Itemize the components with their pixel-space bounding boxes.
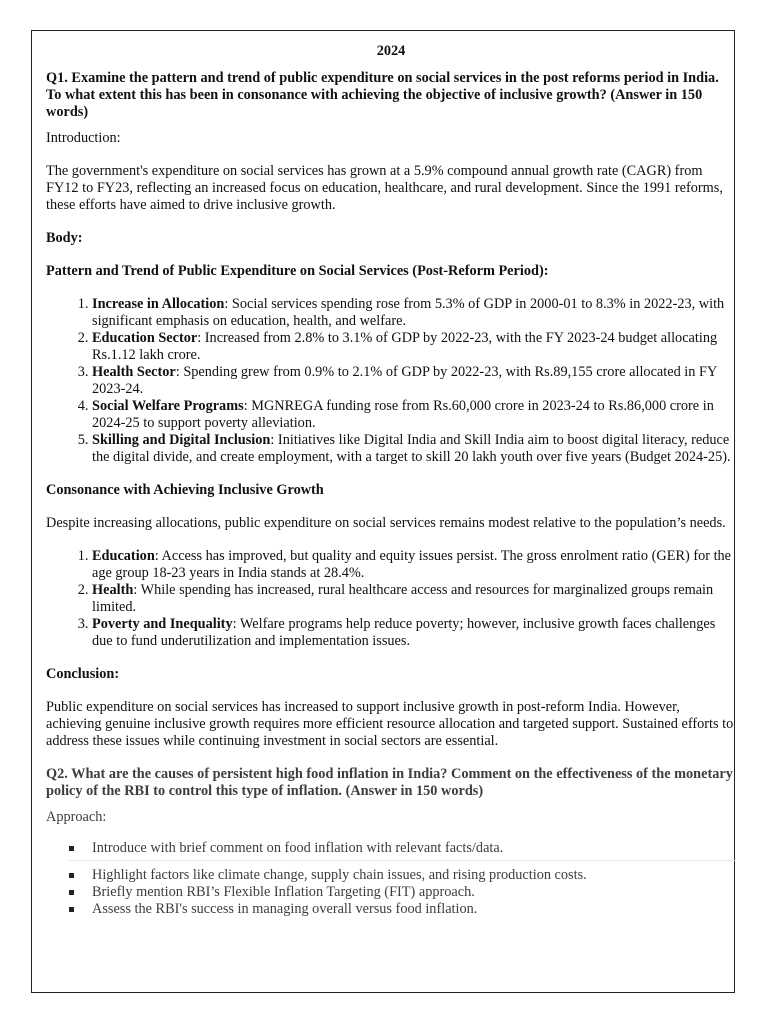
conclusion-label: Conclusion: [46,666,120,682]
list-item [46,901,736,918]
list-item-text: : Initiatives like Digital India and Skill India aim to boost digital literacy, reduce the digital divide, and create employment, with a target to skill 20 lakh youth over five years (Budget 2024-25). [92,432,731,465]
square-bullet-icon [69,907,74,912]
approach-label: Approach: [46,809,107,825]
list-item [92,548,736,582]
list-item-text: : Social services spending rose from 5.3% of GDP in 2000-01 to 8.3% in 2022-23, with significant emphasis on education, health, and welfare. [92,296,725,329]
list-item-term: Skilling and Digital Inclusion [92,432,271,448]
conclusion-text: Public expenditure on social services has increased to support inclusive growth in post-reform India. However, achieving genuine inclusive growth requires more efficient resource allocation and targeted support. Sustained efforts to address these issues while continuing investment in social sectors are essential. [46,699,734,749]
square-bullet-icon [69,890,74,895]
list-item [46,840,736,857]
consonance-text: Despite increasing allocations, public expenditure on social services remains modest relative to the population’s needs. [46,515,726,531]
pattern-heading: Pattern and Trend of Public Expenditure on Social Services (Post-Reform Period): [46,263,549,279]
list-item-term: Poverty and Inequality [92,616,233,632]
list-item-text: : Access has improved, but quality and equity issues persist. The gross enrolment ratio (GER) for the age group 18-23 years in India stands at 28.4%. [92,548,732,581]
approach-list-continued [46,867,736,918]
list-item-term: Social Welfare Programs [92,398,244,414]
list-item-term: Education Sector [92,330,198,346]
divider [69,860,736,861]
list-item-text: Introduce with brief comment on food inflation with relevant facts/data. [92,840,504,856]
list-item-term: Education [92,548,155,564]
introduction-label: Introduction: [46,130,121,146]
list-item [92,582,736,616]
list-item-text: Assess the RBI's success in managing overall versus food inflation. [92,901,478,917]
consonance-heading: Consonance with Achieving Inclusive Growth [46,482,324,498]
square-bullet-icon [69,873,74,878]
consonance-list [46,548,736,650]
list-item [92,432,736,466]
square-bullet-icon [69,846,74,851]
list-item-text: : MGNREGA funding rose from Rs.60,000 crore in 2023-24 to Rs.86,000 crore in 2024-25 to support poverty alleviation. [92,398,714,431]
document-content [46,43,736,918]
list-item-text: : While spending has increased, rural healthcare access and resources for marginalized groups remain limited. [92,582,714,615]
pattern-list [46,296,736,466]
question-1: Q1. Examine the pattern and trend of public expenditure on social services in the post reforms period in India. To what extent this has been in consonance with achieving the objective of inclusive growth? (Answer in 150 words) [46,70,719,120]
list-item-term: Increase in Allocation [92,296,225,312]
question-2: Q2. What are the causes of persistent high food inflation in India? Comment on the effectiveness of the monetary policy of the RBI to control this type of inflation. (Answer in 150 words) [46,766,733,799]
body-label: Body: [46,230,83,246]
list-item [46,867,736,884]
list-item-text: : Welfare programs help reduce poverty; however, inclusive growth faces challenges due to fund underutilization and implementation issues. [92,616,716,649]
list-item [92,616,736,650]
year-heading: 2024 [376,43,406,59]
list-item-term: Health [92,582,134,598]
list-item-text: : Increased from 2.8% to 3.1% of GDP by 2022-23, with the FY 2023-24 budget allocating Rs.1.12 lakh crore. [92,330,718,363]
list-item-text: : Spending grew from 0.9% to 2.1% of GDP by 2022-23, with Rs.89,155 crore allocated in FY 2023-24. [92,364,717,397]
list-item-term: Health Sector [92,364,176,380]
list-item [92,364,736,398]
introduction-text: The government's expenditure on social services has grown at a 5.9% compound annual growth rate (CAGR) from FY12 to FY23, reflecting an increased focus on education, healthcare, and rural development. Since the 1991 reforms, these efforts have aimed to drive inclusive growth. [46,163,723,213]
list-item [46,884,736,901]
approach-list [46,840,736,857]
list-item-text: Highlight factors like climate change, supply chain issues, and rising production costs. [92,867,587,883]
list-item [92,296,736,330]
list-item-text: Briefly mention RBI’s Flexible Inflation Targeting (FIT) approach. [92,884,475,900]
list-item [92,398,736,432]
list-item [92,330,736,364]
